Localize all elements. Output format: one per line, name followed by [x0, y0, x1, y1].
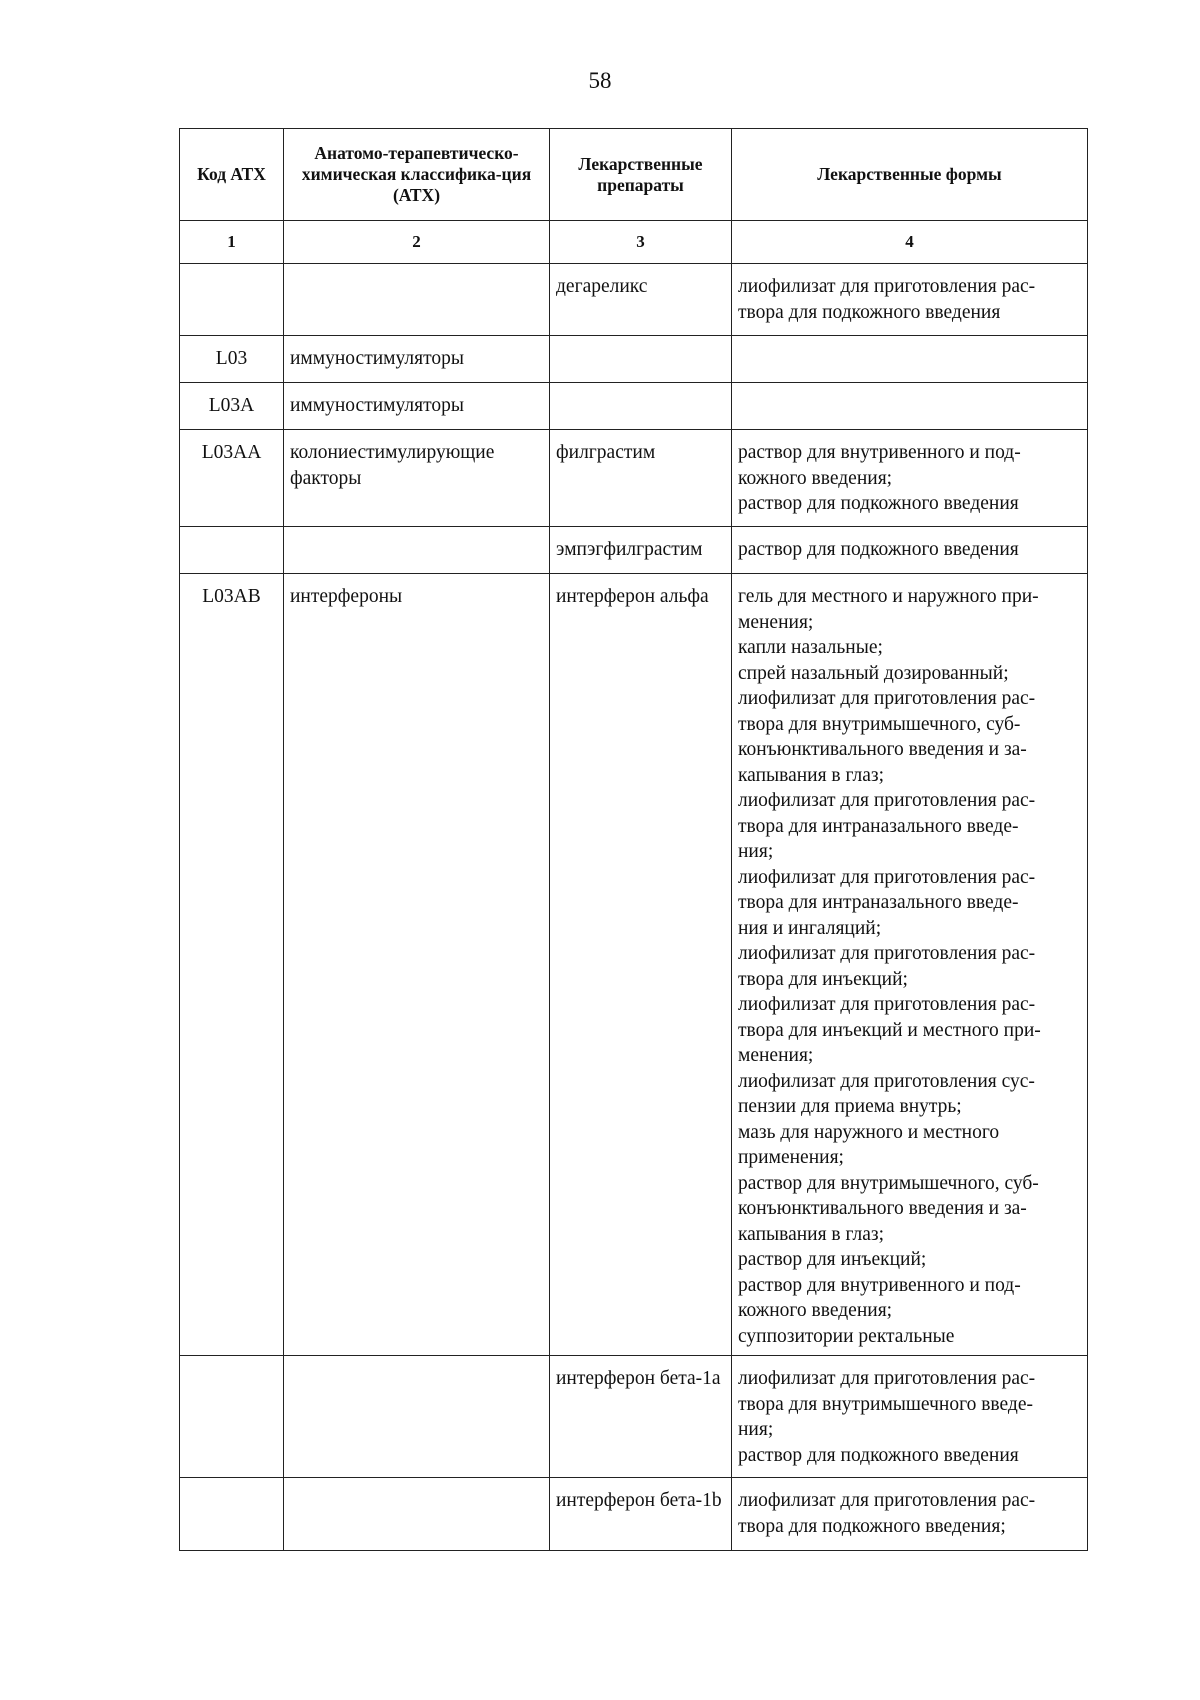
- drug-cell: эмпэгфилграстим: [550, 527, 732, 574]
- atx-code-cell: [180, 1478, 284, 1551]
- drug-cell: дегареликс: [550, 264, 732, 336]
- forms-cell: гель для местного и наружного при- менения; капли назальные; спрей назальный дозированный; лиофилизат для приготовления рас- твора для внутримышечного, суб- конъюнктивального введения и за- капывания в глаз; лиофилизат для приготовления рас- твора для интраназального введе- ния; лиофилизат для приготовления рас- твора для интраназального введе- ния и ингаляций; лиофилизат для приготовления рас- твора для инъекций; лиофилизат для приготовления рас- твора для инъекций и местного при- менения; лиофилизат для приготовления сус- пензии для приема внутрь; мазь для наружного и местного применения; раствор для внутримышечного, суб- конъюнктивального введения и за- капывания в глаз; раствор для инъекций; раствор для внутривенного и под- кожного введения; суппозитории ректальные: [732, 574, 1088, 1356]
- page-number: 58: [588, 68, 612, 93]
- forms-cell: лиофилизат для приготовления рас- твора для подкожного введения: [732, 264, 1088, 336]
- table-row: [180, 574, 1088, 1356]
- column-number-1: 1: [180, 221, 284, 264]
- classification-cell: [284, 1478, 550, 1551]
- drug-cell: интерферон бета-1a: [550, 1356, 732, 1478]
- drug-cell: интерферон альфа: [550, 574, 732, 1356]
- drug-cell: интерферон бета-1b: [550, 1478, 732, 1551]
- column-number-4: 4: [732, 221, 1088, 264]
- drug-cell: [550, 383, 732, 430]
- atx-code-cell: L03AA: [180, 430, 284, 527]
- table-row: [180, 430, 1088, 527]
- atx-code-cell: L03AB: [180, 574, 284, 1356]
- atx-code-cell: L03A: [180, 383, 284, 430]
- forms-cell: [732, 336, 1088, 383]
- column-number-row: [180, 221, 1088, 264]
- header-atx-classification: Анатомо-терапевтическо-химическая классифика-ция (АТХ): [284, 129, 550, 221]
- atx-code-cell: L03: [180, 336, 284, 383]
- classification-cell: [284, 527, 550, 574]
- table-row: [180, 527, 1088, 574]
- classification-cell: [284, 264, 550, 336]
- forms-cell: раствор для внутривенного и под- кожного введения; раствор для подкожного введения: [732, 430, 1088, 527]
- table-row: [180, 1478, 1088, 1551]
- atx-code-cell: [180, 1356, 284, 1478]
- atx-medicines-table: [179, 128, 1088, 1551]
- header-atx-code: Код АТХ: [180, 129, 284, 221]
- column-number-3: 3: [550, 221, 732, 264]
- forms-cell: раствор для подкожного введения: [732, 527, 1088, 574]
- forms-cell: лиофилизат для приготовления рас- твора для внутримышечного введе- ния; раствор для подкожного введения: [732, 1356, 1088, 1478]
- column-number-2: 2: [284, 221, 550, 264]
- forms-cell: [732, 383, 1088, 430]
- classification-cell: колониестимулирующие факторы: [284, 430, 550, 527]
- drug-cell: филграстим: [550, 430, 732, 527]
- table-row: [180, 383, 1088, 430]
- table-row: [180, 264, 1088, 336]
- drug-cell: [550, 336, 732, 383]
- header-medicines: Лекарственные препараты: [550, 129, 732, 221]
- classification-cell: иммуностимуляторы: [284, 383, 550, 430]
- forms-cell: лиофилизат для приготовления рас- твора для подкожного введения;: [732, 1478, 1088, 1551]
- atx-code-cell: [180, 264, 284, 336]
- classification-cell: иммуностимуляторы: [284, 336, 550, 383]
- classification-cell: интерфероны: [284, 574, 550, 1356]
- table-header-row: [180, 129, 1088, 221]
- table-row: [180, 336, 1088, 383]
- table-row: [180, 1356, 1088, 1478]
- atx-code-cell: [180, 527, 284, 574]
- header-dosage-forms: Лекарственные формы: [732, 129, 1088, 221]
- classification-cell: [284, 1356, 550, 1478]
